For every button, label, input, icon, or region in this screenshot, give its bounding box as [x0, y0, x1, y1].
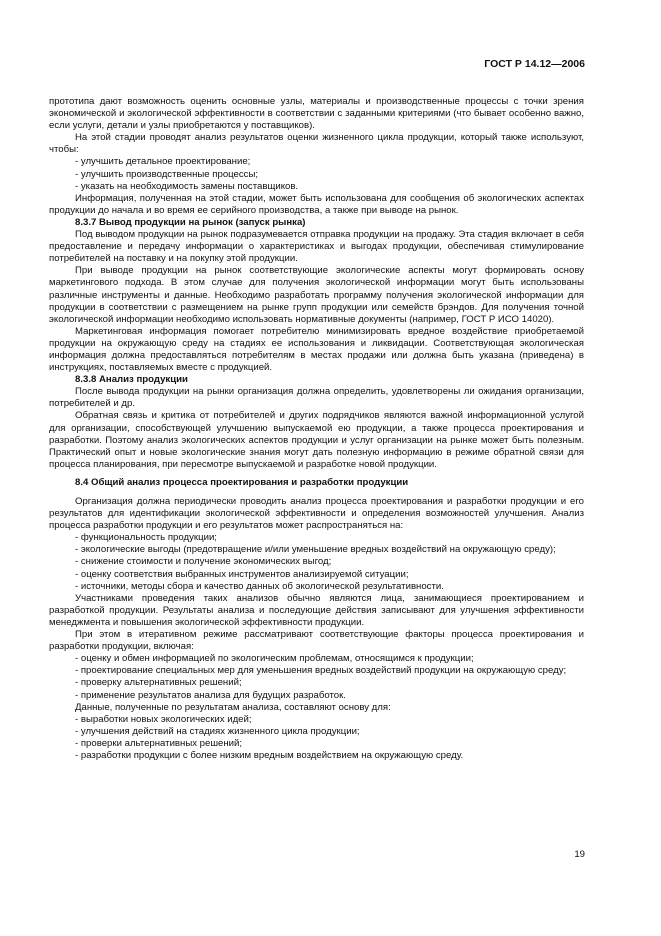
list-item: - разработки продукции с более низким вредным воздействием на окружающую среду. [75, 749, 464, 761]
list-item: - проверку альтернативных решений; [75, 677, 242, 689]
list-item: - функциональность продукции; [75, 532, 217, 544]
section-heading: 8.3.8 Анализ продукции [75, 374, 188, 386]
paragraph: На этой стадии проводят анализ результатов оценки жизненного цикла продукции, который также используют, чтобы: [49, 132, 584, 156]
paragraph: Участниками проведения таких анализов обычно являются лица, занимающиеся проектированием и разработкой продукции. Результаты анализа и последующие действия записывают для улучшения эффективности менеджмента и повышения экологической эффективности продукции. [49, 592, 584, 628]
list-item: - снижение стоимости и получение экономических выгод; [75, 556, 332, 568]
page-number: 19 [574, 849, 585, 860]
list-item: - улучшения действий на стадиях жизненного цикла продукции; [75, 725, 360, 737]
list-item: - проектирование специальных мер для уменьшения вредных воздействий продукции на окружающую среду; [75, 665, 567, 677]
paragraph: После вывода продукции на рынки организация должна определить, удовлетворены ли ожидания организации, потребителей и др. [49, 386, 584, 410]
list-item: - выработки новых экологических идей; [75, 713, 252, 725]
section-heading: 8.3.7 Вывод продукции на рынок (запуск рынка) [75, 216, 306, 228]
list-item: - улучшить производственные процессы; [75, 168, 259, 180]
list-item: - оценку и обмен информацией по экологическим проблемам, относящимся к продукции; [75, 653, 474, 665]
list-item: - проверки альтернативных решений; [75, 737, 243, 749]
list-item: - источники, методы сбора и качество данных об экологической результативности. [75, 580, 444, 592]
page-body [49, 96, 584, 762]
paragraph: Обратная связь и критика от потребителей и других подрядчиков являются важной информационной услугой для организации, способствующей улучшению выпускаемой ею продукции, а также процесса проектирования и разработки. Поэтому анализ экологических аспектов продукции и услуг организации на рынке может быть полезным. Практический опыт и новые экологические знания могут дать полезную информацию в режиме обратной связи для процесса планирования, при пересмотре выпускаемой и разработке новой продукции. [49, 410, 584, 470]
paragraph: При этом в итеративном режиме рассматривают соответствующие факторы процесса проектирования и разработки продукции, включая: [49, 629, 584, 653]
paragraph: прототипа дают возможность оценить основные узлы, материалы и производственные процессы с точки зрения экономической и экологической эффективности в соответствии с заданными критериями (что бывает особенно важно, если услуги, детали и узлы приобретаются у поставщиков). [49, 96, 584, 132]
paragraph: Маркетинговая информация помогает потребителю минимизировать вредное воздействие приобретаемой продукции на окружающую среду на стадиях ее использования и ликвидации. Соответствующая экологическая информация должна предоставляться потребителям в местах продажи или должна быть указана (приведена) в инструкциях, поставляемых вместе с продукцией. [49, 325, 584, 374]
paragraph: Информация, полученная на этой стадии, может быть использована для сообщения об экологических аспектах продукции до начала и во время ее серийного производства, а также при выводе на рынок. [49, 192, 584, 216]
paragraph: При выводе продукции на рынок соответствующие экологические аспекты могут формировать основу маркетингового подхода. В этом случае для получения экологической информации могут быть использованы различные инструменты и данные. Необходимо разработать программу получения экологической информации для продукции в соответствии с размещением на рынке групп продукции или семейств брэндов. Для получения точной экологической информации необходимо использовать нормативные документы (например, ГОСТ Р ИСО 14020). [49, 265, 584, 325]
paragraph: Под выводом продукции на рынок подразумевается отправка продукции на продажу. Эта стадия включает в себя предоставление и передачу информации о характеристиках и выгодах продукции, обеспечивая стимулирование потребителей на поставку и на покупку этой продукции. [49, 229, 584, 265]
list-item: - оценку соответствия выбранных инструментов анализируемой ситуации; [75, 568, 409, 580]
section-heading: 8.4 Общий анализ процесса проектирования и разработки продукции [75, 476, 409, 488]
list-item: - улучшить детальное проектирование; [75, 156, 251, 168]
document-header: ГОСТ Р 14.12—2006 [484, 58, 585, 70]
paragraph: Организация должна периодически проводить анализ процесса проектирования и разработки продукции и его результатов для идентификации экологической эффективности и определения возможностей улучшения. Анализ процесса разработки продукции и его результатов может распространяться на: [49, 496, 584, 532]
list-item: - экологические выгоды (предотвращение и/или уменьшение вредных воздействий на окружающую среду); [75, 544, 556, 556]
list-item: Данные, полученные по результатам анализа, составляют основу для: [75, 701, 391, 713]
list-item: - применение результатов анализа для будущих разработок. [75, 689, 346, 701]
list-item: - указать на необходимость замены поставщиков. [75, 180, 299, 192]
